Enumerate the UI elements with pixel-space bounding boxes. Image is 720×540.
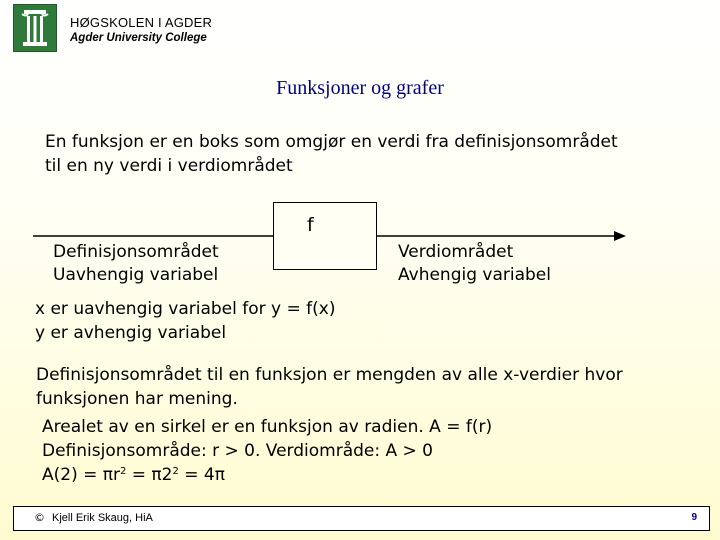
intro-line-2: til en ny verdi i verdiområdet [45, 156, 293, 176]
copyright-symbol: © [34, 511, 45, 524]
organization-subtitle: Agder University College [70, 32, 207, 44]
independent-variable-label: Uavhengig variabel [53, 265, 219, 285]
range-label: Verdiområdet [398, 242, 514, 262]
definition-line-2: funksjonen har mening. [36, 389, 238, 409]
function-box-label: f [307, 214, 314, 236]
example-line-3-part-a: A(2) = πr [42, 465, 120, 485]
page-number: 9 [691, 512, 697, 523]
example-line-3 [42, 464, 225, 486]
dependent-variable-label: Avhengig variabel [398, 265, 551, 285]
example-line-1: Arealet av en sirkel er en funksjon av radien. A = f(r) [42, 417, 493, 437]
domain-label: Definisjonsområdet [53, 242, 219, 262]
intro-line-1: En funksjon er en boks som omgjør en verdi fra definisjonsområdet [45, 132, 618, 152]
example-line-2: Definisjonsområde: r > 0. Verdiområde: A > 0 [42, 441, 433, 461]
organization-name: HØGSKOLEN I AGDER [70, 15, 213, 30]
definition-line-1: Definisjonsområdet til en funksjon er mengden av alle x-verdier hvor [36, 365, 623, 385]
example-line-3-exponent-1: 2 [120, 466, 127, 477]
footer-bar [13, 506, 710, 531]
example-line-3-part-c: = 4π [178, 465, 225, 485]
footer-author: Kjell Erik Skaug, HiA [52, 512, 153, 524]
example-line-3-exponent-2: 2 [172, 466, 179, 477]
xy-line-2: y er avhengig variabel [35, 323, 227, 343]
xy-line-1: x er uavhengig variabel for y = f(x) [35, 299, 336, 319]
slide-title: Funksjoner og grafer [276, 77, 444, 99]
example-line-3-part-b: = π2 [126, 465, 173, 485]
function-box [273, 202, 377, 270]
